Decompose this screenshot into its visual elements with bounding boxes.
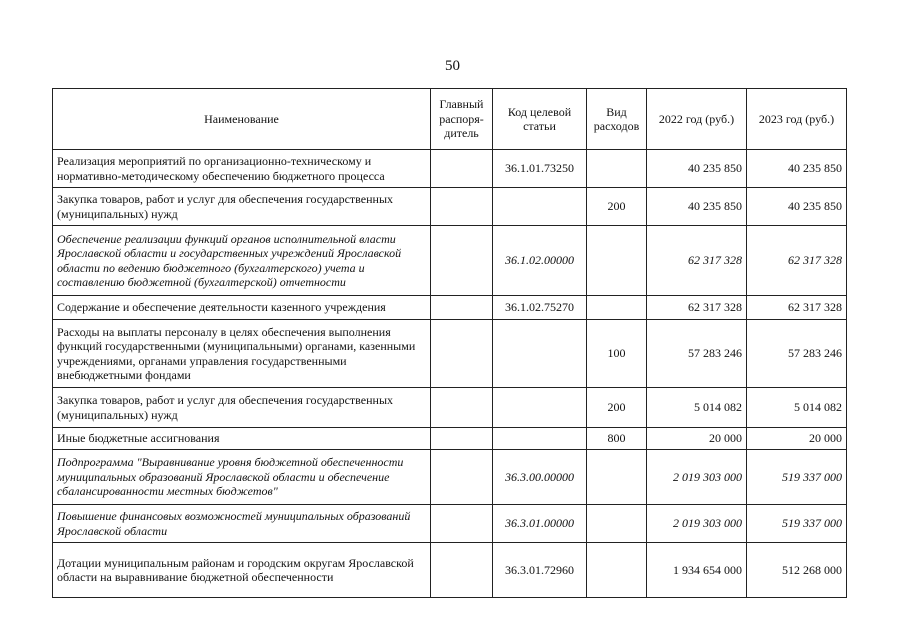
row-name: Расходы на выплаты персоналу в целях обеспечения выполнения функций государственными (муниципальными) органами, казенными учреждениями, органами управления государственными внебюджетными фондами [53,320,431,388]
row-type [587,543,647,598]
table-row [53,296,847,320]
header-type: Вид расходов [587,89,647,150]
row-2023: 20 000 [747,428,847,450]
row-name: Иные бюджетные ассигнования [53,428,431,450]
row-admin [431,388,493,428]
row-2022: 62 317 328 [647,226,747,296]
row-code [493,188,587,226]
row-2022: 2 019 303 000 [647,450,747,505]
row-2023: 62 317 328 [747,226,847,296]
row-admin [431,188,493,226]
table-row [53,150,847,188]
row-admin [431,226,493,296]
row-admin [431,450,493,505]
row-type [587,226,647,296]
row-name: Содержание и обеспечение деятельности казенного учреждения [53,296,431,320]
row-code: 36.1.02.00000 [493,226,587,296]
row-admin [431,320,493,388]
row-type [587,150,647,188]
row-code: 36.3.01.72960 [493,543,587,598]
row-name: Закупка товаров, работ и услуг для обеспечения государственных (муниципальных) нужд [53,388,431,428]
header-name: Наименование [53,89,431,150]
row-2023: 40 235 850 [747,188,847,226]
table-row [53,188,847,226]
row-type: 100 [587,320,647,388]
row-name: Дотации муниципальным районам и городским округам Ярославской области на выравнивание бюджетной обеспеченности [53,543,431,598]
table-row [53,450,847,505]
table-row [53,320,847,388]
row-name: Закупка товаров, работ и услуг для обеспечения государственных (муниципальных) нужд [53,188,431,226]
row-type: 200 [587,188,647,226]
row-admin [431,150,493,188]
row-type: 200 [587,388,647,428]
table-header-row [53,89,847,150]
header-code: Код целевой статьи [493,89,587,150]
header-2023: 2023 год (руб.) [747,89,847,150]
row-2023: 62 317 328 [747,296,847,320]
row-code: 36.1.01.73250 [493,150,587,188]
row-admin [431,428,493,450]
row-2023: 5 014 082 [747,388,847,428]
row-code: 36.3.01.00000 [493,505,587,543]
row-type [587,450,647,505]
row-code [493,428,587,450]
table-row [53,543,847,598]
row-name: Реализация мероприятий по организационно-техническому и нормативно-методическому обеспечению бюджетного процесса [53,150,431,188]
page-number: 50 [445,58,460,74]
row-type: 800 [587,428,647,450]
budget-table [52,88,847,598]
row-code [493,320,587,388]
row-2023: 519 337 000 [747,505,847,543]
row-2023: 40 235 850 [747,150,847,188]
table-row [53,505,847,543]
row-2022: 2 019 303 000 [647,505,747,543]
row-name: Обеспечение реализации функций органов исполнительной власти Ярославской области и государственных учреждений Ярославской области по ведению бюджетного (бухгалтерского) учета и составлению бюджетной (бухгалтерской) отчетности [53,226,431,296]
header-admin: Главный распоря-дитель [431,89,493,150]
row-admin [431,296,493,320]
table-row [53,388,847,428]
row-2022: 5 014 082 [647,388,747,428]
row-code [493,388,587,428]
row-admin [431,543,493,598]
row-2023: 512 268 000 [747,543,847,598]
header-2022: 2022 год (руб.) [647,89,747,150]
row-2022: 40 235 850 [647,150,747,188]
table-row [53,428,847,450]
row-code: 36.1.02.75270 [493,296,587,320]
row-name: Подпрограмма "Выравнивание уровня бюджетной обеспеченности муниципальных образований Ярославской области и обеспечение сбалансированности местных бюджетов" [53,450,431,505]
row-type [587,505,647,543]
row-2023: 519 337 000 [747,450,847,505]
row-2022: 20 000 [647,428,747,450]
table-row [53,226,847,296]
row-2022: 62 317 328 [647,296,747,320]
row-2022: 1 934 654 000 [647,543,747,598]
row-code: 36.3.00.00000 [493,450,587,505]
row-admin [431,505,493,543]
row-type [587,296,647,320]
row-2022: 40 235 850 [647,188,747,226]
row-name: Повышение финансовых возможностей муниципальных образований Ярославской области [53,505,431,543]
row-2022: 57 283 246 [647,320,747,388]
row-2023: 57 283 246 [747,320,847,388]
